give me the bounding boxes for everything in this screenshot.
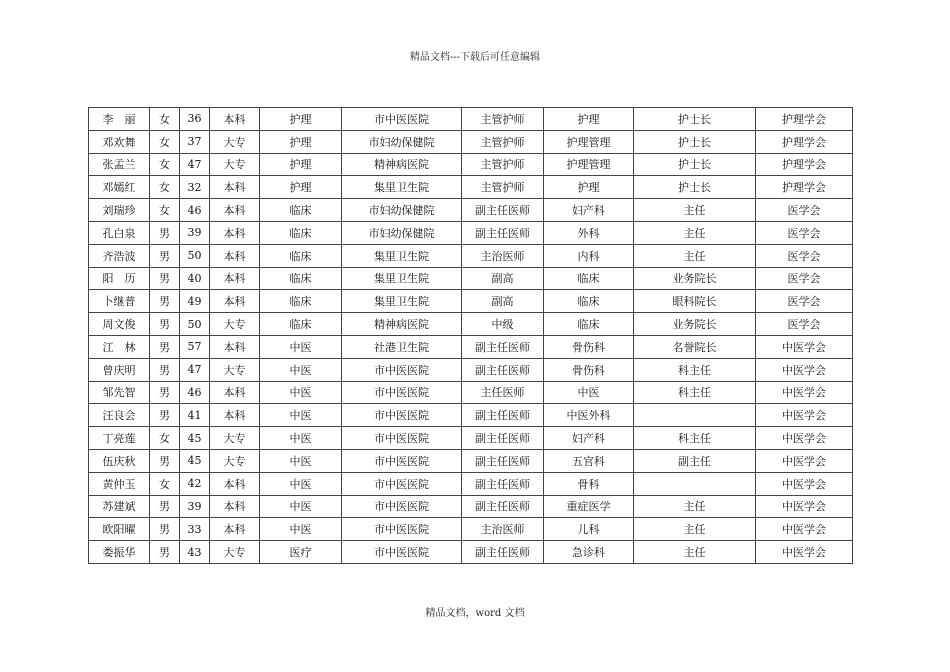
hospital-cell: 市中医医院	[342, 427, 462, 450]
table-row	[89, 518, 853, 541]
table-body	[89, 108, 853, 564]
gender-cell: 男	[150, 244, 180, 267]
name-cell: 苏建斌	[89, 495, 150, 518]
name-cell: 娄振华	[89, 541, 150, 564]
table-row	[89, 244, 853, 267]
department-cell: 妇产科	[544, 199, 634, 222]
education-cell: 大专	[210, 427, 260, 450]
title-cell: 主治医师	[462, 244, 544, 267]
field-cell: 临床	[260, 199, 342, 222]
department-cell: 护理管理	[544, 130, 634, 153]
hospital-cell: 集里卫生院	[342, 244, 462, 267]
hospital-cell: 市中医医院	[342, 472, 462, 495]
gender-cell: 男	[150, 404, 180, 427]
department-cell: 外科	[544, 221, 634, 244]
department-cell: 临床	[544, 290, 634, 313]
hospital-cell: 市中医医院	[342, 449, 462, 472]
page-footer: 精品文档，word 文档	[425, 608, 525, 619]
education-cell: 大专	[210, 130, 260, 153]
gender-cell: 女	[150, 199, 180, 222]
department-cell: 内科	[544, 244, 634, 267]
title-cell: 副主任医师	[462, 427, 544, 450]
department-cell: 儿科	[544, 518, 634, 541]
member-table	[88, 107, 853, 564]
table-row	[89, 541, 853, 564]
age-cell: 41	[180, 404, 210, 427]
hospital-cell: 精神病医院	[342, 153, 462, 176]
name-cell: 李 丽	[89, 108, 150, 131]
position-cell	[634, 404, 756, 427]
gender-cell: 男	[150, 381, 180, 404]
age-cell: 46	[180, 199, 210, 222]
name-cell: 阳 历	[89, 267, 150, 290]
table-row	[89, 335, 853, 358]
position-cell: 名誉院长	[634, 335, 756, 358]
education-cell: 本科	[210, 176, 260, 199]
table-row	[89, 313, 853, 336]
position-cell: 科主任	[634, 427, 756, 450]
society-cell: 医学会	[756, 244, 853, 267]
table-row	[89, 221, 853, 244]
title-cell: 主管护师	[462, 130, 544, 153]
society-cell: 中医学会	[756, 358, 853, 381]
gender-cell: 男	[150, 267, 180, 290]
education-cell: 本科	[210, 221, 260, 244]
name-cell: 曾庆明	[89, 358, 150, 381]
hospital-cell: 集里卫生院	[342, 176, 462, 199]
name-cell: 邹先智	[89, 381, 150, 404]
department-cell: 护理	[544, 108, 634, 131]
title-cell: 副主任医师	[462, 199, 544, 222]
education-cell: 本科	[210, 495, 260, 518]
position-cell: 业务院长	[634, 313, 756, 336]
age-cell: 50	[180, 244, 210, 267]
name-cell: 欧阳曜	[89, 518, 150, 541]
field-cell: 护理	[260, 176, 342, 199]
title-cell: 副主任医师	[462, 472, 544, 495]
hospital-cell: 集里卫生院	[342, 290, 462, 313]
gender-cell: 男	[150, 449, 180, 472]
education-cell: 本科	[210, 267, 260, 290]
education-cell: 大专	[210, 153, 260, 176]
department-cell: 重症医学	[544, 495, 634, 518]
table-row	[89, 130, 853, 153]
position-cell: 主任	[634, 495, 756, 518]
title-cell: 副主任医师	[462, 449, 544, 472]
education-cell: 本科	[210, 472, 260, 495]
title-cell: 副主任医师	[462, 495, 544, 518]
society-cell: 医学会	[756, 313, 853, 336]
education-cell: 本科	[210, 244, 260, 267]
title-cell: 副主任医师	[462, 404, 544, 427]
title-cell: 副高	[462, 267, 544, 290]
field-cell: 中医	[260, 449, 342, 472]
age-cell: 37	[180, 130, 210, 153]
education-cell: 大专	[210, 541, 260, 564]
society-cell: 中医学会	[756, 495, 853, 518]
society-cell: 医学会	[756, 267, 853, 290]
hospital-cell: 市中医医院	[342, 358, 462, 381]
position-cell: 护士长	[634, 108, 756, 131]
title-cell: 主任医师	[462, 381, 544, 404]
name-cell: 张孟兰	[89, 153, 150, 176]
field-cell: 护理	[260, 130, 342, 153]
title-cell: 主管护师	[462, 176, 544, 199]
society-cell: 中医学会	[756, 335, 853, 358]
gender-cell: 男	[150, 335, 180, 358]
gender-cell: 男	[150, 518, 180, 541]
department-cell: 中医	[544, 381, 634, 404]
table-row	[89, 404, 853, 427]
gender-cell: 男	[150, 221, 180, 244]
department-cell: 临床	[544, 313, 634, 336]
position-cell: 主任	[634, 199, 756, 222]
society-cell: 中医学会	[756, 472, 853, 495]
education-cell: 大专	[210, 313, 260, 336]
field-cell: 中医	[260, 495, 342, 518]
hospital-cell: 集里卫生院	[342, 267, 462, 290]
field-cell: 护理	[260, 108, 342, 131]
field-cell: 医疗	[260, 541, 342, 564]
position-cell: 护士长	[634, 130, 756, 153]
department-cell: 骨伤科	[544, 358, 634, 381]
gender-cell: 女	[150, 130, 180, 153]
age-cell: 45	[180, 427, 210, 450]
field-cell: 中医	[260, 358, 342, 381]
department-cell: 护理	[544, 176, 634, 199]
age-cell: 49	[180, 290, 210, 313]
name-cell: 邓嫣红	[89, 176, 150, 199]
gender-cell: 男	[150, 290, 180, 313]
gender-cell: 男	[150, 358, 180, 381]
position-cell: 眼科院长	[634, 290, 756, 313]
field-cell: 临床	[260, 290, 342, 313]
age-cell: 36	[180, 108, 210, 131]
society-cell: 医学会	[756, 221, 853, 244]
title-cell: 副主任医师	[462, 221, 544, 244]
age-cell: 33	[180, 518, 210, 541]
title-cell: 中级	[462, 313, 544, 336]
hospital-cell: 精神病医院	[342, 313, 462, 336]
hospital-cell: 市中医医院	[342, 404, 462, 427]
age-cell: 57	[180, 335, 210, 358]
name-cell: 周文俊	[89, 313, 150, 336]
age-cell: 47	[180, 358, 210, 381]
gender-cell: 男	[150, 495, 180, 518]
department-cell: 骨科	[544, 472, 634, 495]
field-cell: 中医	[260, 427, 342, 450]
age-cell: 47	[180, 153, 210, 176]
education-cell: 本科	[210, 199, 260, 222]
gender-cell: 女	[150, 472, 180, 495]
hospital-cell: 社港卫生院	[342, 335, 462, 358]
education-cell: 本科	[210, 381, 260, 404]
department-cell: 五官科	[544, 449, 634, 472]
table-row	[89, 472, 853, 495]
field-cell: 临床	[260, 313, 342, 336]
gender-cell: 女	[150, 153, 180, 176]
position-cell: 护士长	[634, 153, 756, 176]
society-cell: 中医学会	[756, 541, 853, 564]
education-cell: 本科	[210, 335, 260, 358]
gender-cell: 女	[150, 176, 180, 199]
position-cell: 主任	[634, 221, 756, 244]
field-cell: 中医	[260, 472, 342, 495]
table-row	[89, 153, 853, 176]
society-cell: 中医学会	[756, 427, 853, 450]
age-cell: 42	[180, 472, 210, 495]
title-cell: 副主任医师	[462, 358, 544, 381]
education-cell: 本科	[210, 404, 260, 427]
table-row	[89, 108, 853, 131]
table-row	[89, 267, 853, 290]
field-cell: 中医	[260, 335, 342, 358]
department-cell: 临床	[544, 267, 634, 290]
field-cell: 中医	[260, 518, 342, 541]
society-cell: 护理学会	[756, 176, 853, 199]
hospital-cell: 市中医医院	[342, 495, 462, 518]
name-cell: 丁亮莲	[89, 427, 150, 450]
position-cell: 副主任	[634, 449, 756, 472]
hospital-cell: 市中医医院	[342, 518, 462, 541]
title-cell: 副主任医师	[462, 335, 544, 358]
gender-cell: 男	[150, 313, 180, 336]
title-cell: 主管护师	[462, 153, 544, 176]
page-header: 精品文档---下载后可任意编辑	[409, 52, 541, 63]
age-cell: 40	[180, 267, 210, 290]
table-row	[89, 381, 853, 404]
name-cell: 卜继普	[89, 290, 150, 313]
society-cell: 护理学会	[756, 153, 853, 176]
department-cell: 急诊科	[544, 541, 634, 564]
department-cell: 护理管理	[544, 153, 634, 176]
society-cell: 中医学会	[756, 404, 853, 427]
hospital-cell: 市中医医院	[342, 108, 462, 131]
department-cell: 妇产科	[544, 427, 634, 450]
position-cell: 护士长	[634, 176, 756, 199]
age-cell: 39	[180, 221, 210, 244]
age-cell: 39	[180, 495, 210, 518]
name-cell: 孔白泉	[89, 221, 150, 244]
table-row	[89, 199, 853, 222]
hospital-cell: 市妇幼保健院	[342, 199, 462, 222]
society-cell: 护理学会	[756, 108, 853, 131]
name-cell: 伍庆秋	[89, 449, 150, 472]
gender-cell: 女	[150, 108, 180, 131]
name-cell: 江 林	[89, 335, 150, 358]
society-cell: 医学会	[756, 290, 853, 313]
department-cell: 骨伤科	[544, 335, 634, 358]
age-cell: 32	[180, 176, 210, 199]
name-cell: 齐浩波	[89, 244, 150, 267]
hospital-cell: 市妇幼保健院	[342, 221, 462, 244]
title-cell: 副主任医师	[462, 541, 544, 564]
table-row	[89, 358, 853, 381]
name-cell: 邓欢舞	[89, 130, 150, 153]
field-cell: 护理	[260, 153, 342, 176]
gender-cell: 男	[150, 541, 180, 564]
title-cell: 主管护师	[462, 108, 544, 131]
education-cell: 本科	[210, 518, 260, 541]
gender-cell: 女	[150, 427, 180, 450]
age-cell: 46	[180, 381, 210, 404]
table-row	[89, 290, 853, 313]
position-cell: 科主任	[634, 381, 756, 404]
position-cell: 科主任	[634, 358, 756, 381]
age-cell: 45	[180, 449, 210, 472]
table-row	[89, 449, 853, 472]
age-cell: 50	[180, 313, 210, 336]
position-cell: 主任	[634, 518, 756, 541]
table-row	[89, 427, 853, 450]
position-cell: 业务院长	[634, 267, 756, 290]
hospital-cell: 市中医医院	[342, 381, 462, 404]
department-cell: 中医外科	[544, 404, 634, 427]
field-cell: 临床	[260, 244, 342, 267]
title-cell: 主治医师	[462, 518, 544, 541]
position-cell: 主任	[634, 244, 756, 267]
field-cell: 临床	[260, 267, 342, 290]
education-cell: 大专	[210, 449, 260, 472]
education-cell: 本科	[210, 108, 260, 131]
hospital-cell: 市中医医院	[342, 541, 462, 564]
name-cell: 刘瑞珍	[89, 199, 150, 222]
education-cell: 本科	[210, 290, 260, 313]
society-cell: 中医学会	[756, 449, 853, 472]
hospital-cell: 市妇幼保健院	[342, 130, 462, 153]
title-cell: 副高	[462, 290, 544, 313]
field-cell: 中医	[260, 404, 342, 427]
society-cell: 医学会	[756, 199, 853, 222]
name-cell: 汪良会	[89, 404, 150, 427]
table-row	[89, 176, 853, 199]
field-cell: 临床	[260, 221, 342, 244]
position-cell: 主任	[634, 541, 756, 564]
age-cell: 43	[180, 541, 210, 564]
table-row	[89, 495, 853, 518]
education-cell: 大专	[210, 358, 260, 381]
name-cell: 黄仲玉	[89, 472, 150, 495]
society-cell: 护理学会	[756, 130, 853, 153]
society-cell: 中医学会	[756, 381, 853, 404]
field-cell: 中医	[260, 381, 342, 404]
position-cell	[634, 472, 756, 495]
society-cell: 中医学会	[756, 518, 853, 541]
